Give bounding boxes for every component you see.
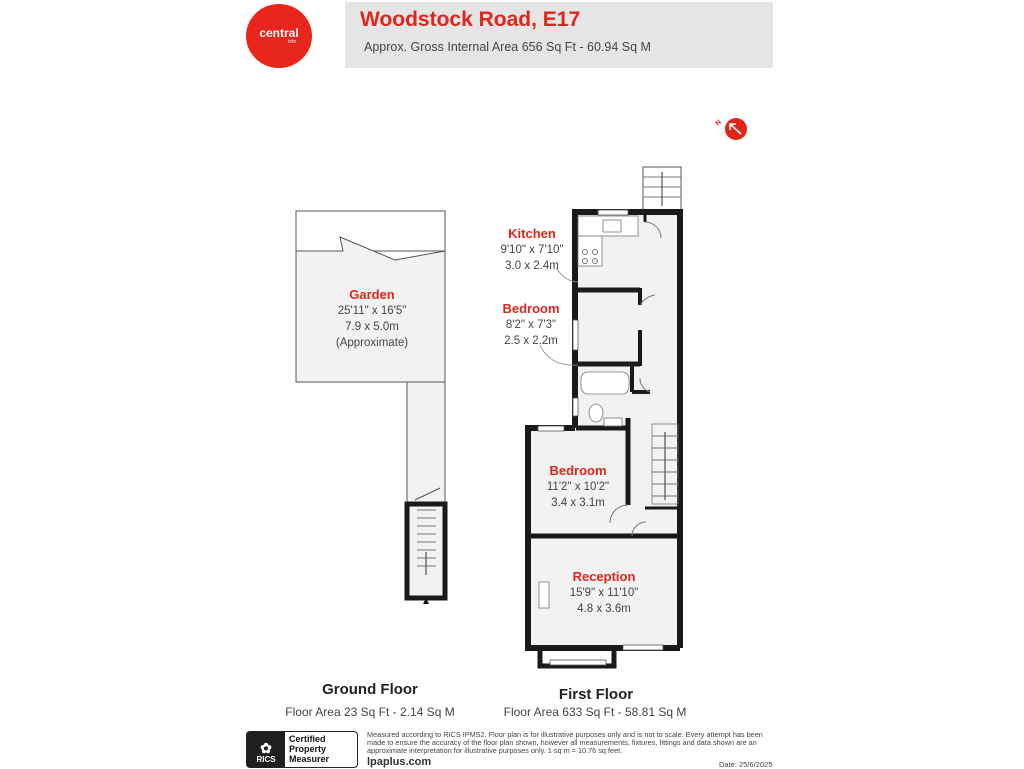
room-label-bedroom-small — [487, 301, 575, 349]
brand-logo-text: central — [259, 26, 299, 40]
reception-name: Reception — [572, 569, 636, 584]
kitchen-name: Kitchen — [508, 226, 556, 241]
page-title: Woodstock Road, E17 — [360, 8, 581, 31]
rics-badge-line-1: Certified — [289, 734, 326, 744]
ground-floor-area: Floor Area 23 Sq Ft - 2.14 Sq M — [285, 705, 455, 719]
garden-outline — [296, 211, 445, 598]
brand-logo-sub: lets — [288, 39, 296, 45]
bedroom-large-name: Bedroom — [549, 463, 607, 478]
room-label-reception — [549, 569, 659, 617]
kitchen-imperial: 9'10" x 7'10" — [500, 244, 564, 256]
disclaimer: Measured according to RICS IPMS2. Floor plan is for illustrative purposes only and is not to scale. Every attempt has been made to ensure the accuracy of the floor plan shown, however all measurements, fixtures, fittings and data shown are an approximate interpretation for illustrative purposes only. 1 sq m = 10.76 sq feet. — [367, 730, 763, 755]
bedroom-small-name: Bedroom — [502, 301, 560, 316]
rics-badge-text — [285, 732, 329, 767]
rics-emblem-icon: ✿ — [260, 740, 272, 756]
reception-metric: 4.8 x 3.6m — [577, 603, 631, 615]
rics-badge-line-3: Measurer — [289, 754, 330, 764]
bedroom-large-metric: 3.4 x 3.1m — [551, 497, 605, 509]
garden-imperial: 25'11" x 16'5" — [337, 305, 407, 317]
ground-floor-title: Ground Floor — [322, 681, 418, 698]
kitchen-metric: 3.0 x 2.4m — [505, 260, 559, 272]
bedroom-large-imperial: 11'2" x 10'2" — [546, 481, 610, 493]
rics-logo-text: RICS — [256, 755, 276, 764]
garden-metric: 7.9 x 5.0m — [345, 321, 399, 333]
room-label-kitchen — [487, 226, 577, 274]
website-link[interactable]: lpaplus.com — [367, 756, 432, 768]
rics-badge-line-2: Property — [289, 744, 327, 754]
room-label-garden — [312, 287, 432, 351]
bedroom-small-imperial: 8'2" x 7'3" — [505, 319, 557, 331]
plan-date: Date: 25/6/2025 — [719, 760, 773, 769]
first-floor-title: First Floor — [558, 686, 634, 703]
first-floor-area: Floor Area 633 Sq Ft - 58.81 Sq M — [503, 705, 687, 719]
reception-imperial: 15'9" x 11'10" — [569, 587, 639, 599]
bedroom-small-metric: 2.5 x 2.2m — [504, 335, 558, 347]
rics-logo — [247, 732, 285, 767]
compass-label: N — [714, 118, 723, 128]
garden-name: Garden — [349, 287, 395, 302]
north-arrow-icon — [714, 118, 747, 140]
garden-note: (Approximate) — [335, 337, 409, 349]
gross-area: Approx. Gross Internal Area 656 Sq Ft - 60.94 Sq M — [364, 40, 651, 54]
room-label-bedroom-large — [532, 463, 624, 511]
rics-badge — [246, 731, 358, 768]
